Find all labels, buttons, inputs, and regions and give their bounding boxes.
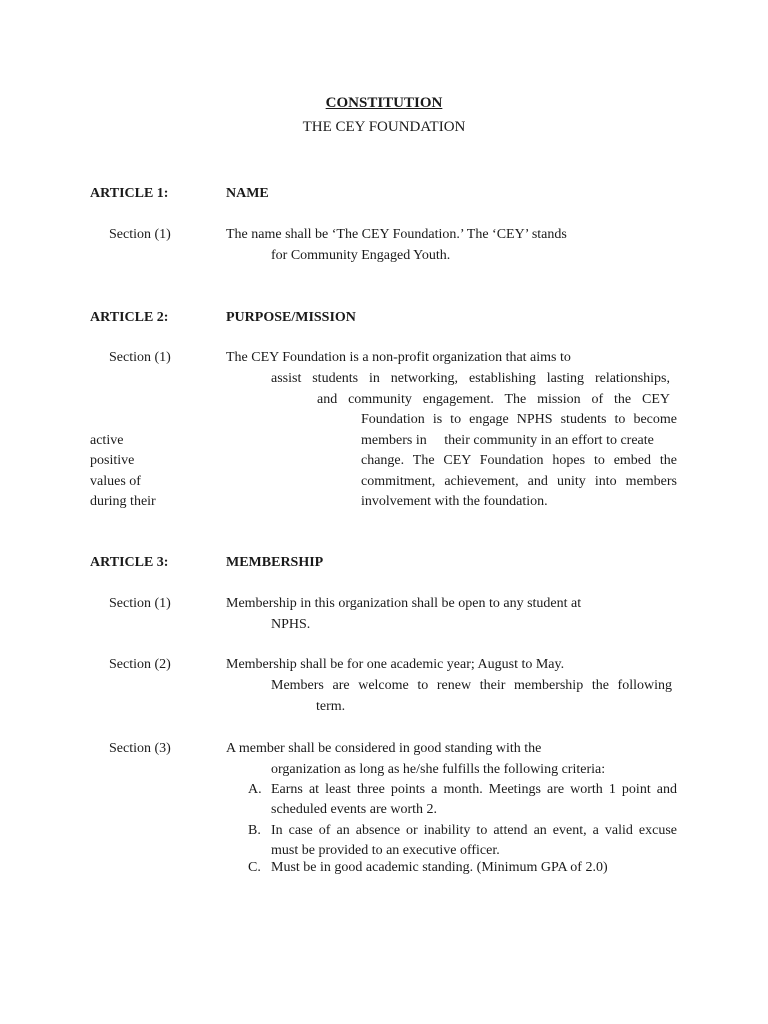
document-subtitle: THE CEY FOUNDATION	[302, 119, 466, 135]
section-text-line: change. The CEY Foundation hopes to embed the	[361, 453, 677, 468]
section-label: Section (1)	[109, 227, 171, 242]
section-text-line: Foundation is to engage NPHS students to become	[361, 412, 677, 427]
article-label: ARTICLE 1:	[90, 186, 169, 201]
list-item-text: In case of an absence or inability to attend an event, a valid excuse	[271, 823, 677, 838]
section-label: Section (2)	[109, 657, 171, 672]
article-label: ARTICLE 3:	[90, 555, 169, 570]
list-item-text: Earns at least three points a month. Meetings are worth 1 point and	[271, 782, 677, 797]
section-text-line: NPHS.	[271, 617, 311, 632]
section-text-line: for Community Engaged Youth.	[271, 248, 451, 263]
section-label: Section (1)	[109, 596, 171, 611]
list-item-text: scheduled events are worth 2.	[271, 802, 437, 817]
list-marker: A.	[248, 782, 262, 797]
list-item-text: Must be in good academic standing. (Minimum GPA of 2.0)	[271, 860, 608, 875]
section-text-line: Members are welcome to renew their membership the following	[271, 678, 672, 693]
section-text-line: members in their community in an effort to create	[361, 433, 654, 448]
section-label: Section (3)	[109, 741, 171, 756]
section-text-line: assist students in networking, establishing lasting relationships,	[271, 371, 670, 386]
article-name: PURPOSE/MISSION	[226, 310, 356, 325]
section-text-line: commitment, achievement, and unity into members	[361, 474, 677, 489]
margin-word: positive	[90, 453, 135, 468]
section-text-line: involvement with the foundation.	[361, 494, 548, 509]
section-text-line: Membership in this organization shall be open to any student at	[226, 596, 582, 611]
article-name: MEMBERSHIP	[226, 555, 324, 570]
section-text-line: The CEY Foundation is a non-profit organization that aims to	[226, 350, 571, 365]
article-label: ARTICLE 2:	[90, 310, 169, 325]
list-item-text: must be provided to an executive officer.	[271, 843, 500, 858]
list-marker: C.	[248, 860, 261, 875]
margin-word: during their	[90, 494, 156, 509]
list-marker: B.	[248, 823, 261, 838]
section-text-line: and community engagement. The mission of the CEY	[317, 392, 670, 407]
section-text-line: term.	[316, 699, 346, 714]
section-label: Section (1)	[109, 350, 171, 365]
section-text-line: organization as long as he/she fulfills the following criteria:	[271, 762, 606, 777]
margin-word: values of	[90, 474, 141, 489]
section-text-line: A member shall be considered in good standing with the	[226, 741, 542, 756]
margin-word: active	[90, 433, 124, 448]
section-text-line: Membership shall be for one academic year; August to May.	[226, 657, 565, 672]
section-text-line: The name shall be ‘The CEY Foundation.’ The ‘CEY’ stands	[226, 227, 567, 242]
article-name: NAME	[226, 186, 269, 201]
document-title: CONSTITUTION	[325, 95, 443, 111]
